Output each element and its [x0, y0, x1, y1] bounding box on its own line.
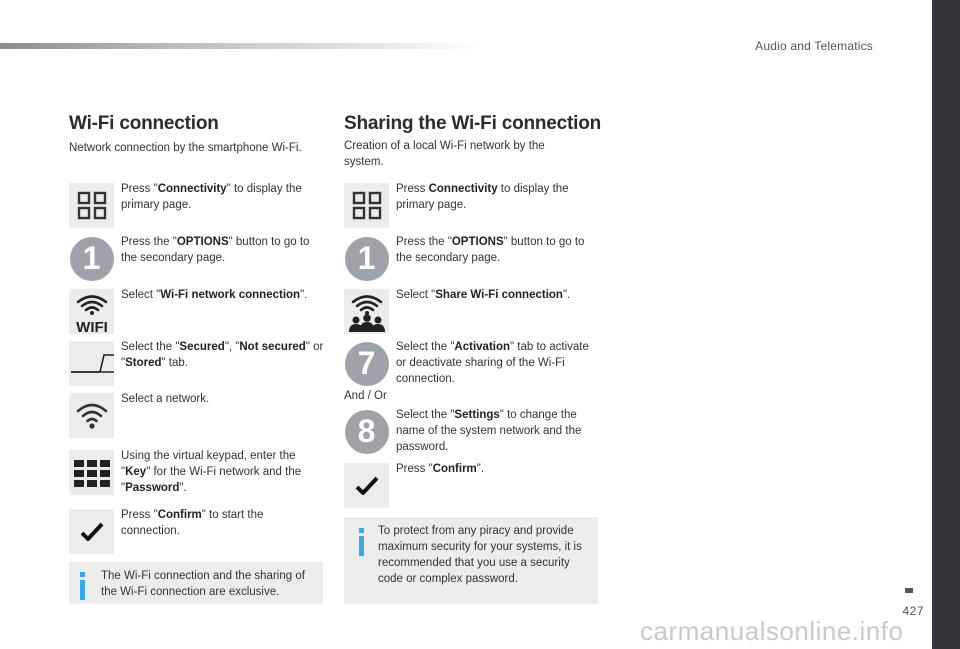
step-text: Press the "OPTIONS" button to go to the secondary page.	[396, 236, 585, 264]
step-text: Press Connectivity to display the primary page.	[396, 183, 569, 211]
step-text: Press "Connectivity" to display the primary page.	[121, 183, 302, 211]
tab-icon	[69, 341, 114, 386]
sharing-wifi-title: Sharing the Wi-Fi connection	[344, 113, 602, 134]
step-text: Press "Confirm" to start the connection.	[121, 509, 264, 537]
step-text: Using the virtual keypad, enter the "Key" for the Wi-Fi network and the "Password".	[121, 450, 302, 494]
info-text: The Wi-Fi connection and the sharing of the Wi-Fi connection are exclusive.	[101, 570, 305, 598]
and-or-label: And / Or	[344, 390, 387, 402]
grid-apps-icon	[69, 183, 114, 228]
chapter-sidebar	[932, 0, 960, 649]
wifi-icon	[69, 393, 114, 438]
step-text: Select the "Settings" to change the name of the system network and the password.	[396, 409, 582, 453]
wifi-share-icon	[344, 289, 389, 334]
step-text: Select the "Activation" tab to activate or deactivate sharing of the Wi-Fi connection.	[396, 341, 589, 385]
step-text: Select "Wi-Fi network connection".	[121, 289, 308, 301]
sharing-wifi-intro: Creation of a local Wi-Fi network by the system.	[344, 140, 545, 168]
step-text: Select "Share Wi-Fi connection".	[396, 289, 571, 301]
left-info-box	[69, 562, 323, 604]
watermark: carmanualsonline.info	[640, 616, 904, 646]
step-8-badge: 8	[344, 409, 389, 454]
page-marker	[905, 588, 913, 593]
page-number: 427	[902, 604, 924, 618]
step-text: Select the "Secured", "Not secured" or "Stored" tab.	[121, 341, 324, 369]
svg-text:WIFI: WIFI	[75, 318, 108, 333]
grid-apps-icon	[344, 183, 389, 228]
wifi-connection-title: Wi-Fi connection	[69, 113, 219, 134]
step-text: Press "Confirm".	[396, 463, 485, 475]
step-1-badge: 1	[344, 236, 389, 281]
checkmark-icon	[344, 463, 389, 508]
chapter-title: Audio and Telematics	[755, 39, 873, 53]
keypad-icon	[69, 450, 114, 495]
info-icon	[358, 528, 366, 556]
wifi-connection-intro: Network connection by the smartphone Wi-Fi.	[69, 142, 302, 154]
right-info-box	[344, 517, 598, 604]
wifi-label-icon	[69, 289, 114, 334]
checkmark-icon	[69, 509, 114, 554]
step-text: Press the "OPTIONS" button to go to the secondary page.	[121, 236, 310, 264]
top-gradient-rule	[0, 43, 480, 49]
step-text: Select a network.	[121, 393, 210, 405]
info-icon	[79, 572, 87, 600]
step-7-badge: 7	[344, 341, 389, 386]
info-text: To protect from any piracy and provide maximum security for your systems, it is recommended that you use a security code or complex password.	[378, 525, 582, 585]
step-1-badge: 1	[69, 236, 114, 281]
